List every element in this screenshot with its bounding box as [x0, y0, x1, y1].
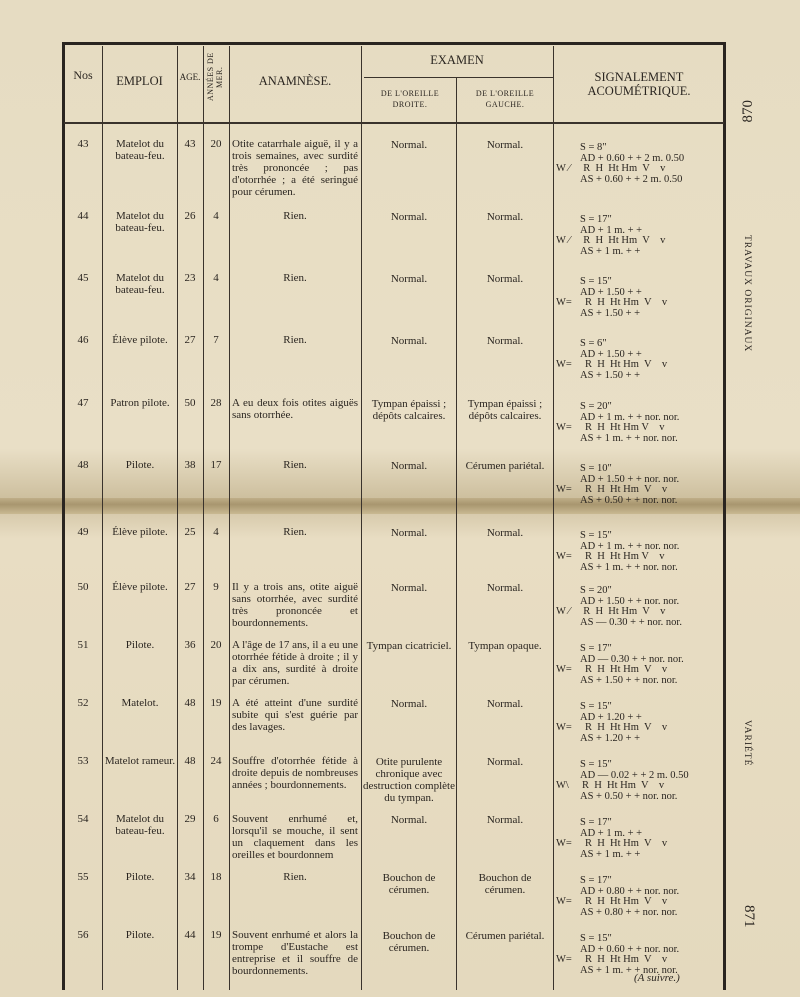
row-age: 48 — [184, 755, 196, 767]
row-emploi: Patron pilote. — [110, 397, 170, 409]
row-oreille-droite: Normal. — [390, 273, 428, 285]
row-oreille-droite: Normal. — [390, 139, 428, 151]
page-number-top: 870 — [740, 100, 756, 123]
row-oreille-gauche: Normal. — [486, 527, 524, 539]
row-anamnese: Otite catarrhale aiguë, il y a trois semaines, avec surdité très prononcée ; pas d'otorrhée ; a été seringué pour cérumen. — [232, 138, 358, 198]
row-acoumetrie-line: W= R H Ht Hm V v — [556, 297, 668, 308]
col-line — [553, 46, 554, 990]
row-acoumetrie-line: W\ R H Ht Hm V v — [556, 780, 665, 791]
row-acoumetrie-line: W= R H Ht Hm V v — [556, 664, 668, 675]
row-age: 38 — [184, 459, 196, 471]
row-age: 27 — [184, 581, 196, 593]
row-emploi: Matelot du bateau-feu. — [115, 138, 165, 162]
row-oreille-droite: Normal. — [390, 582, 428, 594]
row-oreille-droite: Bouchon de cérumen. — [382, 930, 436, 954]
row-acoumetrie-line: AS + 0.80 + + nor. nor. — [580, 906, 678, 918]
row-acoumetrie-line: W= R H Ht Hm V v — [556, 722, 668, 733]
row-acoumetrie-line: AD + 1.50 + + nor. nor. — [580, 595, 680, 607]
row-oreille-gauche: Normal. — [486, 335, 524, 347]
row-number: 51 — [77, 639, 89, 651]
row-emploi: Matelot du bateau-feu. — [115, 813, 165, 837]
row-age: 44 — [184, 929, 196, 941]
row-acoumetrie-line: AS — 0.30 + + nor. nor. — [580, 616, 682, 628]
row-acoumetrie-line: S = 15" — [580, 933, 612, 944]
row-acoumetrie-line: S = 17" — [580, 875, 612, 886]
row-acoumetrie-line: S = 10" — [580, 463, 612, 474]
col-line — [361, 46, 362, 990]
row-number: 52 — [77, 697, 89, 709]
header-emploi: EMPLOI — [116, 74, 163, 88]
row-annees: 19 — [210, 929, 222, 941]
col-line — [229, 46, 230, 990]
row-annees: 9 — [213, 581, 219, 593]
row-number: 45 — [77, 272, 89, 284]
row-acoumetrie-line: AS + 1 m. + + nor. nor. — [580, 432, 678, 444]
row-emploi: Matelot du bateau-feu. — [115, 272, 165, 296]
row-annees: 4 — [213, 272, 219, 284]
row-oreille-droite: Otite purulente chronique avec destruction complète du tympan. — [363, 756, 455, 804]
page-number-bottom: 871 — [741, 905, 757, 928]
row-age: 36 — [184, 639, 196, 651]
row-oreille-gauche: Tympan opaque. — [468, 640, 542, 652]
row-acoumetrie-line: W= R H Ht Hm V v — [556, 896, 668, 907]
row-acoumetrie-line: AS + 1.50 + + — [580, 369, 641, 381]
row-acoumetrie-line: AS + 1 m. + + nor. nor. — [580, 561, 678, 573]
row-anamnese: Rien. — [283, 334, 307, 346]
row-acoumetrie-line: AS + 1.50 + + — [580, 307, 641, 319]
row-emploi: Matelot du bateau-feu. — [115, 210, 165, 234]
row-anamnese: Rien. — [283, 871, 307, 883]
header-signalement: SIGNALEMENT ACOUMÉTRIQUE. — [587, 70, 691, 98]
row-number: 48 — [77, 459, 89, 471]
row-acoumetrie-line: W= R H Ht Hm V v — [556, 359, 668, 370]
row-acoumetrie-line: AD + 1 m. + + nor. nor. — [580, 540, 680, 552]
row-age: 34 — [184, 871, 196, 883]
row-number: 44 — [77, 210, 89, 222]
row-acoumetrie-line: AD — 0.30 + + nor. nor. — [580, 653, 684, 665]
row-acoumetrie-line: AS + 0.50 + + nor. nor. — [580, 494, 678, 506]
row-acoumetrie-line: W ⁄ R H Ht Hm V v — [556, 606, 666, 617]
row-anamnese: Il y a trois ans, otite aiguë sans otorrhée, avec surdité très prononcée et bourdonnements. — [232, 581, 358, 629]
row-age: 27 — [184, 334, 196, 346]
row-oreille-droite: Tympan cicatriciel. — [366, 640, 452, 652]
row-oreille-gauche: Normal. — [486, 756, 524, 768]
row-age: 29 — [184, 813, 196, 825]
row-acoumetrie-line: S = 6" — [580, 338, 607, 349]
row-anamnese: A eu deux fois otites aiguës sans otorrhée. — [232, 397, 358, 421]
row-acoumetrie-line: AD + 1.50 + + nor. nor. — [580, 473, 680, 485]
header-oreille-droite: DE L'OREILLE DROITE. — [380, 89, 440, 109]
row-age: 25 — [184, 526, 196, 538]
row-oreille-gauche: Normal. — [486, 211, 524, 223]
row-acoumetrie-line: S = 17" — [580, 643, 612, 654]
header-anamnese: ANAMNÈSE. — [258, 74, 332, 88]
row-acoumetrie-line: W= R H Ht Hm V v — [556, 422, 665, 433]
row-anamnese: A été atteint d'une surdité subite qui s'est guérie par des lavages. — [232, 697, 358, 733]
row-number: 49 — [77, 526, 89, 538]
row-anamnese: Rien. — [283, 526, 307, 538]
row-acoumetrie-line: AD + 1 m. + + — [580, 827, 643, 839]
row-emploi: Pilote. — [125, 459, 155, 471]
running-title-variete: VARIÉTÉ — [742, 720, 752, 767]
row-oreille-gauche: Normal. — [486, 698, 524, 710]
row-acoumetrie-line: AD + 1.20 + + — [580, 711, 642, 723]
row-age: 23 — [184, 272, 196, 284]
row-number: 55 — [77, 871, 89, 883]
row-acoumetrie-line: AD + 0.60 + + nor. nor. — [580, 943, 680, 955]
row-anamnese: A l'âge de 17 ans, il a eu une otorrhée fétide à droite ; il y a dix ans, surdité à droite par cérumen. — [232, 639, 358, 687]
row-acoumetrie-line: S = 20" — [580, 401, 612, 412]
row-number: 56 — [77, 929, 89, 941]
row-acoumetrie-line: AS + 1.20 + + — [580, 732, 641, 744]
row-anamnese: Souvent enrhumé et, lorsqu'il se mouche, il sent un claquement dans les oreilles et bourdonnem — [232, 813, 358, 861]
row-annees: 20 — [210, 138, 222, 150]
row-anamnese: Souvent enrhumé et alors la trompe d'Eustache est entreprise et il souffre de bourdonnements. — [232, 929, 358, 977]
row-emploi: Élève pilote. — [112, 334, 168, 346]
row-oreille-droite: Normal. — [390, 211, 428, 223]
row-acoumetrie-line: S = 15" — [580, 701, 612, 712]
row-annees: 19 — [210, 697, 222, 709]
col-line — [203, 46, 204, 990]
row-oreille-droite: Bouchon de cérumen. — [382, 872, 436, 896]
row-annees: 20 — [210, 639, 222, 651]
row-number: 47 — [77, 397, 89, 409]
row-oreille-droite: Normal. — [390, 698, 428, 710]
row-oreille-gauche: Normal. — [486, 139, 524, 151]
row-anamnese: Souffre d'otorrhée fétide à droite depuis de nombreuses années ; bourdonnements. — [232, 755, 358, 791]
row-annees: 7 — [213, 334, 219, 346]
row-number: 53 — [77, 755, 89, 767]
row-acoumetrie-line: S = 15" — [580, 276, 612, 287]
row-number: 46 — [77, 334, 89, 346]
header-examen: EXAMEN — [430, 53, 484, 67]
row-anamnese: Rien. — [283, 459, 307, 471]
row-emploi: Pilote. — [125, 639, 155, 651]
row-annees: 4 — [213, 210, 219, 222]
row-acoumetrie-line: AD + 0.80 + + nor. nor. — [580, 885, 680, 897]
row-acoumetrie-line: AS + 0.50 + + nor. nor. — [580, 790, 678, 802]
row-acoumetrie-line: AD — 0.02 + + 2 m. 0.50 — [580, 769, 689, 781]
row-acoumetrie-line: W= R H Ht Hm V v — [556, 484, 668, 495]
row-age: 26 — [184, 210, 196, 222]
row-acoumetrie-line: AS + 1 m. + + nor. nor. — [580, 964, 678, 976]
continuation-note: (A suivre.) — [634, 972, 680, 984]
row-annees: 17 — [210, 459, 222, 471]
row-oreille-gauche: Bouchon de cérumen. — [478, 872, 532, 896]
row-acoumetrie-line: S = 8" — [580, 142, 607, 153]
row-age: 48 — [184, 697, 196, 709]
row-acoumetrie-line: AD + 0.60 + + 2 m. 0.50 — [580, 152, 685, 164]
col-line — [177, 46, 178, 990]
header-age: AGE. — [179, 72, 201, 82]
row-emploi: Matelot. — [121, 697, 159, 709]
row-acoumetrie-line: S = 15" — [580, 759, 612, 770]
row-acoumetrie-line: W ⁄ R H Ht Hm V v — [556, 235, 666, 246]
row-acoumetrie-line: S = 17" — [580, 817, 612, 828]
row-annees: 6 — [213, 813, 219, 825]
row-acoumetrie-line: W= R H Ht Hm V v — [556, 954, 668, 965]
row-annees: 18 — [210, 871, 222, 883]
row-number: 54 — [77, 813, 89, 825]
row-annees: 24 — [210, 755, 222, 767]
row-acoumetrie-line: S = 17" — [580, 214, 612, 225]
row-oreille-droite: Normal. — [390, 460, 428, 472]
row-acoumetrie-line: AS + 1 m. + + — [580, 245, 641, 257]
row-number: 43 — [77, 138, 89, 150]
row-acoumetrie-line: S = 20" — [580, 585, 612, 596]
row-acoumetrie-line: AD + 1 m. + + nor. nor. — [580, 411, 680, 423]
row-oreille-gauche: Normal. — [486, 273, 524, 285]
row-acoumetrie-line: S = 15" — [580, 530, 612, 541]
row-oreille-droite: Tympan épaissi ; dépôts calcaires. — [371, 398, 447, 422]
row-acoumetrie-line: AD + 1.50 + + — [580, 348, 642, 360]
row-oreille-droite: Normal. — [390, 814, 428, 826]
row-oreille-gauche: Cérumen pariétal. — [465, 460, 545, 472]
header-annees: ANNÉES DE MER. — [206, 52, 224, 102]
row-acoumetrie-line: AS + 0.60 + + 2 m. 0.50 — [580, 173, 683, 185]
row-acoumetrie-line: AD + 1.50 + + — [580, 286, 642, 298]
row-emploi: Élève pilote. — [112, 526, 168, 538]
row-oreille-gauche: Normal. — [486, 582, 524, 594]
col-line — [102, 46, 103, 990]
row-emploi: Pilote. — [125, 871, 155, 883]
row-annees: 4 — [213, 526, 219, 538]
row-emploi: Pilote. — [125, 929, 155, 941]
row-anamnese: Rien. — [283, 272, 307, 284]
row-age: 43 — [184, 138, 196, 150]
row-age: 50 — [184, 397, 196, 409]
row-acoumetrie-line: W= R H Ht Hm V v — [556, 838, 668, 849]
row-acoumetrie-line: AS + 1 m. + + — [580, 848, 641, 860]
row-annees: 28 — [210, 397, 222, 409]
row-oreille-gauche: Cérumen pariétal. — [465, 930, 545, 942]
row-oreille-gauche: Normal. — [486, 814, 524, 826]
row-acoumetrie-line: AD + 1 m. + + — [580, 224, 643, 236]
row-oreille-gauche: Tympan épaissi ; dépôts calcaires. — [467, 398, 543, 422]
running-title-travaux: TRAVAUX ORIGINAUX — [742, 235, 752, 353]
header-no: Nos — [73, 68, 93, 82]
row-acoumetrie-line: W= R H Ht Hm V v — [556, 551, 665, 562]
row-emploi: Élève pilote. — [112, 581, 168, 593]
row-emploi: Matelot rameur. — [104, 755, 176, 767]
header-oreille-gauche: DE L'OREILLE GAUCHE. — [475, 89, 535, 109]
row-number: 50 — [77, 581, 89, 593]
row-oreille-droite: Normal. — [390, 527, 428, 539]
row-acoumetrie-line: W ⁄ R H Ht Hm V v — [556, 163, 666, 174]
row-oreille-droite: Normal. — [390, 335, 428, 347]
row-acoumetrie-line: AS + 1.50 + + nor. nor. — [580, 674, 678, 686]
row-anamnese: Rien. — [283, 210, 307, 222]
